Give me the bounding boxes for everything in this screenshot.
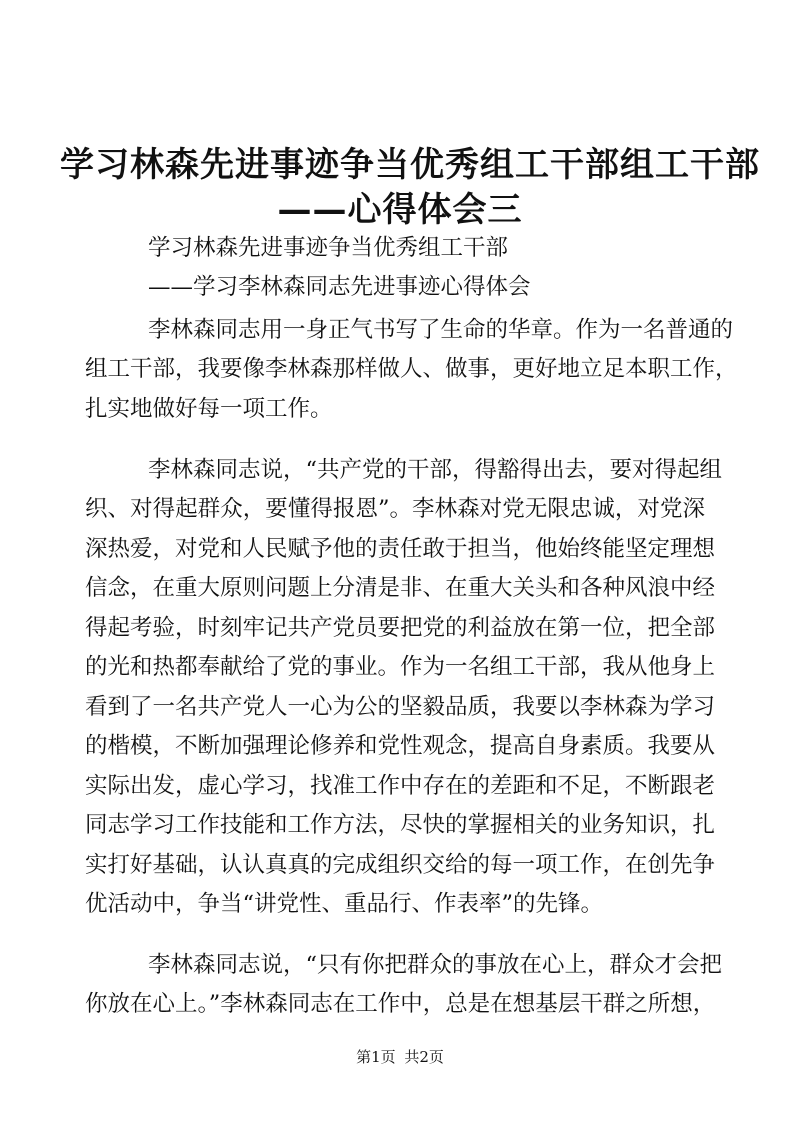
body-line-5: 织、对得起群众，要懂得报恩”。李林森对党无限忠诚，对党深 [85,496,705,522]
page-number: 第1页 [356,1048,396,1066]
body-line-9: 的光和热都奉献给了党的事业。作为一名组工干部，我从他身上 [85,654,716,680]
page-total: 共2页 [404,1048,444,1066]
body-line-1: 李林森同志用一身正气书写了生命的华章。作为一名普通的 [148,317,734,343]
body-line-8: 得起考验，时刻牢记共产党员要把党的利益放在第一位，把全部 [85,615,716,641]
subtitle-line-1: 学习林森先进事迹争当优秀组工干部 [148,235,509,261]
body-line-7: 信念，在重大原则问题上分清是非、在重大关头和各种风浪中经 [85,575,716,601]
body-line-10: 看到了一名共产党人一心为公的坚毅品质，我要以李林森为学习 [85,694,716,720]
body-line-6: 深热爱，对党和人民赋予他的责任敢于担当，他始终能坚定理想 [85,536,716,562]
body-line-2: 组工干部，我要像李林森那样做人、做事，更好地立足本职工作， [85,356,738,382]
document-title-line-1: 学习林森先进事迹争当优秀组工干部组工干部 [60,145,760,185]
body-line-15: 优活动中，争当“讲党性、重品行、作表率”的先锋。 [85,891,604,917]
document-title-line-2: ——心得体会三 [277,190,523,230]
body-line-14: 实打好基础，认认真真的完成组织交给的每一项工作，在创先争 [85,852,716,878]
page-footer [0,1046,800,1067]
body-line-4: 李林森同志说，“共产党的干部，得豁得出去，要对得起组 [148,457,723,483]
body-line-13: 同志学习工作技能和工作方法，尽快的掌握相关的业务知识，扎 [85,812,716,838]
body-line-16: 李林森同志说，“只有你把群众的事放在心上，群众才会把 [148,952,723,978]
body-line-17: 你放在心上。”李林森同志在工作中，总是在想基层干群之所想， [85,991,716,1017]
body-line-11: 的楷模，不断加强理论修养和党性观念，提高自身素质。我要从 [85,733,716,759]
body-line-12: 实际出发，虚心学习，找准工作中存在的差距和不足，不断跟老 [85,773,716,799]
body-line-3: 扎实地做好每一项工作。 [85,396,333,422]
subtitle-line-2: ——学习李林森同志先进事迹心得体会 [148,274,531,300]
